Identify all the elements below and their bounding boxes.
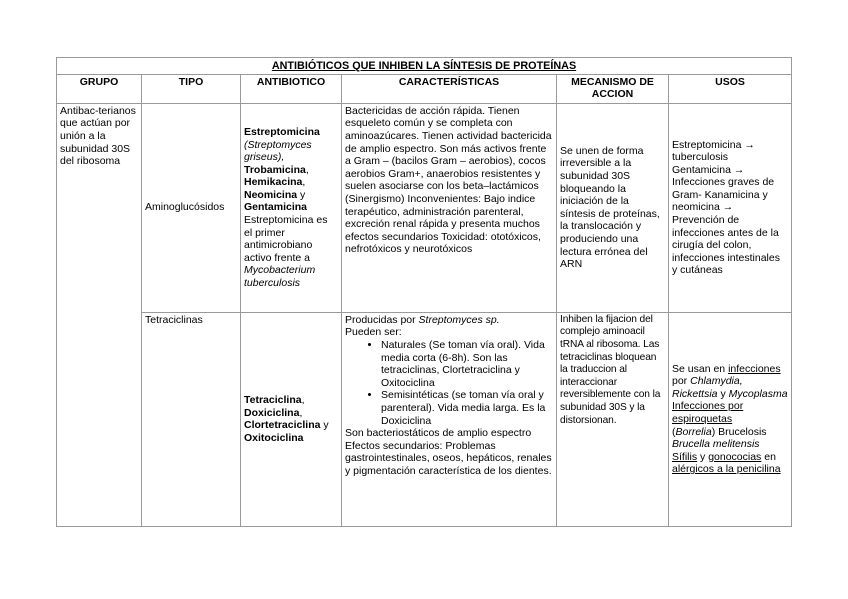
caracteristicas-intro: Producidas por (345, 313, 416, 326)
list-item: • Semisintéticas (se toman vía oral y parenteral). Vida media larga. Es la Doxiciclina (381, 389, 553, 427)
drug-neomicina: Neomicina (244, 188, 298, 201)
usos-espiroquetas: Infecciones por espiroquetas (672, 400, 744, 425)
caracteristicas-rest: Son bacteriostáticos de amplio espectro Efectos secundarios: Problemas gastrointestinales, oseos, hepáticos, renales y pigmentación característica de los dientes. (345, 427, 552, 477)
drug-doxiciclina: Doxiciclina (244, 406, 300, 419)
header-mecanismo: MECANISMO DE ACCION (557, 74, 669, 103)
drug-estreptomicina: Estreptomicina (244, 125, 320, 138)
grupo-cell: Antibac-terianos que actúan por unión a la subunidad 30S del ribosoma (57, 103, 142, 526)
list-item: • Naturales (Se toman vía oral). Vida media corta (6-8h). Son las tetraciclinas, Clortetraciclina y Oxitociclina (381, 339, 553, 389)
species-mycobacterium: Mycobacterium tuberculosis (244, 264, 316, 290)
table-row (57, 312, 792, 526)
drug-clortetraciclina: Clortetraciclina (244, 419, 321, 432)
title-row (57, 58, 792, 75)
usos-sifilis: Sífilis (672, 450, 698, 463)
antibiotico-cell: Estreptomicina (Streptomyces griseus), Trobamicina, Hemikacina, Neomicina y Gentamicina Estreptomicina es el primer antimicrobiano activo frente a Mycobacterium tuberculosis (241, 103, 342, 312)
antibiotics-table (56, 57, 792, 527)
usos-gonococias: gonococias (708, 450, 762, 463)
caracteristicas-cell: Bactericidas de acción rápida. Tienen esqueleto común y se completa con aminoazúcares. Tienen actividad bactericida de amplio espectro. Son más activos frente a Gram – (bacilos Gram – aerobios), cocos aerobios Gram+, anaerobios resistentes y suelen asociarse con los beta–lactámicos (Sinergismo) Inconvenientes: Bajo indice terapéutico, administración parenteral, excreción renal rápida y presenta muchos efectos secundarios Toxicidad: ototóxicos, nefrotóxicos y neurotóxicos (342, 103, 557, 312)
species-streptomyces-sp: Streptomyces sp. (418, 313, 500, 326)
usos-text: ( (672, 425, 676, 438)
caracteristicas-list (345, 339, 553, 427)
table-row (57, 103, 792, 312)
header-usos: USOS (669, 74, 792, 103)
conjunction: y (300, 188, 306, 201)
antibiotico-note: Estreptomicina es el primer antimicrobiano activo frente a (244, 214, 328, 264)
species-mycoplasma: Mycoplasma (728, 387, 788, 400)
mecanismo-cell: Inhiben la fijacion del complejo aminoacil tRNA al ribosoma. Las tetraciclinas bloquean la traduccion al interaccionar reversiblemente con la subunidad 30S y la distorsionan. (557, 312, 669, 526)
header-grupo: GRUPO (57, 74, 142, 103)
tipo-cell: Tetraciclinas (142, 312, 241, 526)
usos-text: y (720, 387, 726, 400)
usos-text: ) (711, 425, 716, 438)
drug-trobamicina: Trobamicina (244, 163, 306, 176)
drug-tetraciclina: Tetraciclina (244, 394, 302, 407)
species-chlamydia: Chlamydia, (690, 375, 743, 388)
antibiotico-cell: Tetraciclina, Doxiciclina, Clortetraciclina y Oxitociclina (241, 312, 342, 526)
tipo-cell: Aminoglucósidos (142, 103, 241, 312)
usos-text: por (672, 375, 688, 388)
header-row (57, 74, 792, 103)
usos-text: Brucelosis (718, 425, 767, 438)
species-streptomyces: (Streptomyces griseus), (244, 138, 312, 164)
usos-text: en (764, 450, 776, 463)
conjunction: y (323, 419, 329, 432)
header-antibiotico: ANTIBIOTICO (241, 74, 342, 103)
usos-alergicos: alérgicos a la penicilina (672, 463, 781, 476)
usos-cell (669, 312, 792, 526)
usos-infecciones: infecciones (728, 362, 781, 375)
drug-gentamicina: Gentamicina (244, 201, 308, 214)
header-caracteristicas: CARACTERÍSTICAS (342, 74, 557, 103)
species-brucella: Brucella melitensis (672, 438, 760, 451)
drug-oxitociclina: Oxitociclina (244, 431, 304, 444)
caracteristicas-pueden: Pueden ser: (345, 326, 402, 339)
usos-text: Se usan en (672, 362, 726, 375)
table-title: ANTIBIÓTICOS QUE INHIBEN LA SÍNTESIS DE PROTEÍNAS (57, 58, 792, 75)
header-tipo: TIPO (142, 74, 241, 103)
caracteristicas-cell (342, 312, 557, 526)
usos-text: y (700, 450, 706, 463)
drug-hemikacina: Hemikacina (244, 176, 303, 189)
species-borrelia: Borrelia (675, 425, 712, 438)
species-rickettsia: Rickettsia (672, 387, 718, 400)
mecanismo-cell: Se unen de forma irreversible a la subunidad 30S bloqueando la iniciación de la síntesis de proteínas, la translocación y produciendo una lectura errónea del ARN (557, 103, 669, 312)
usos-cell: Estreptomicina → tuberculosis Gentamicina → Infecciones graves de Gram- Kanamicina y neomicina → Prevención de infecciones antes de la cirugía del colon, infecciones intestinales y cutáneas (669, 103, 792, 312)
